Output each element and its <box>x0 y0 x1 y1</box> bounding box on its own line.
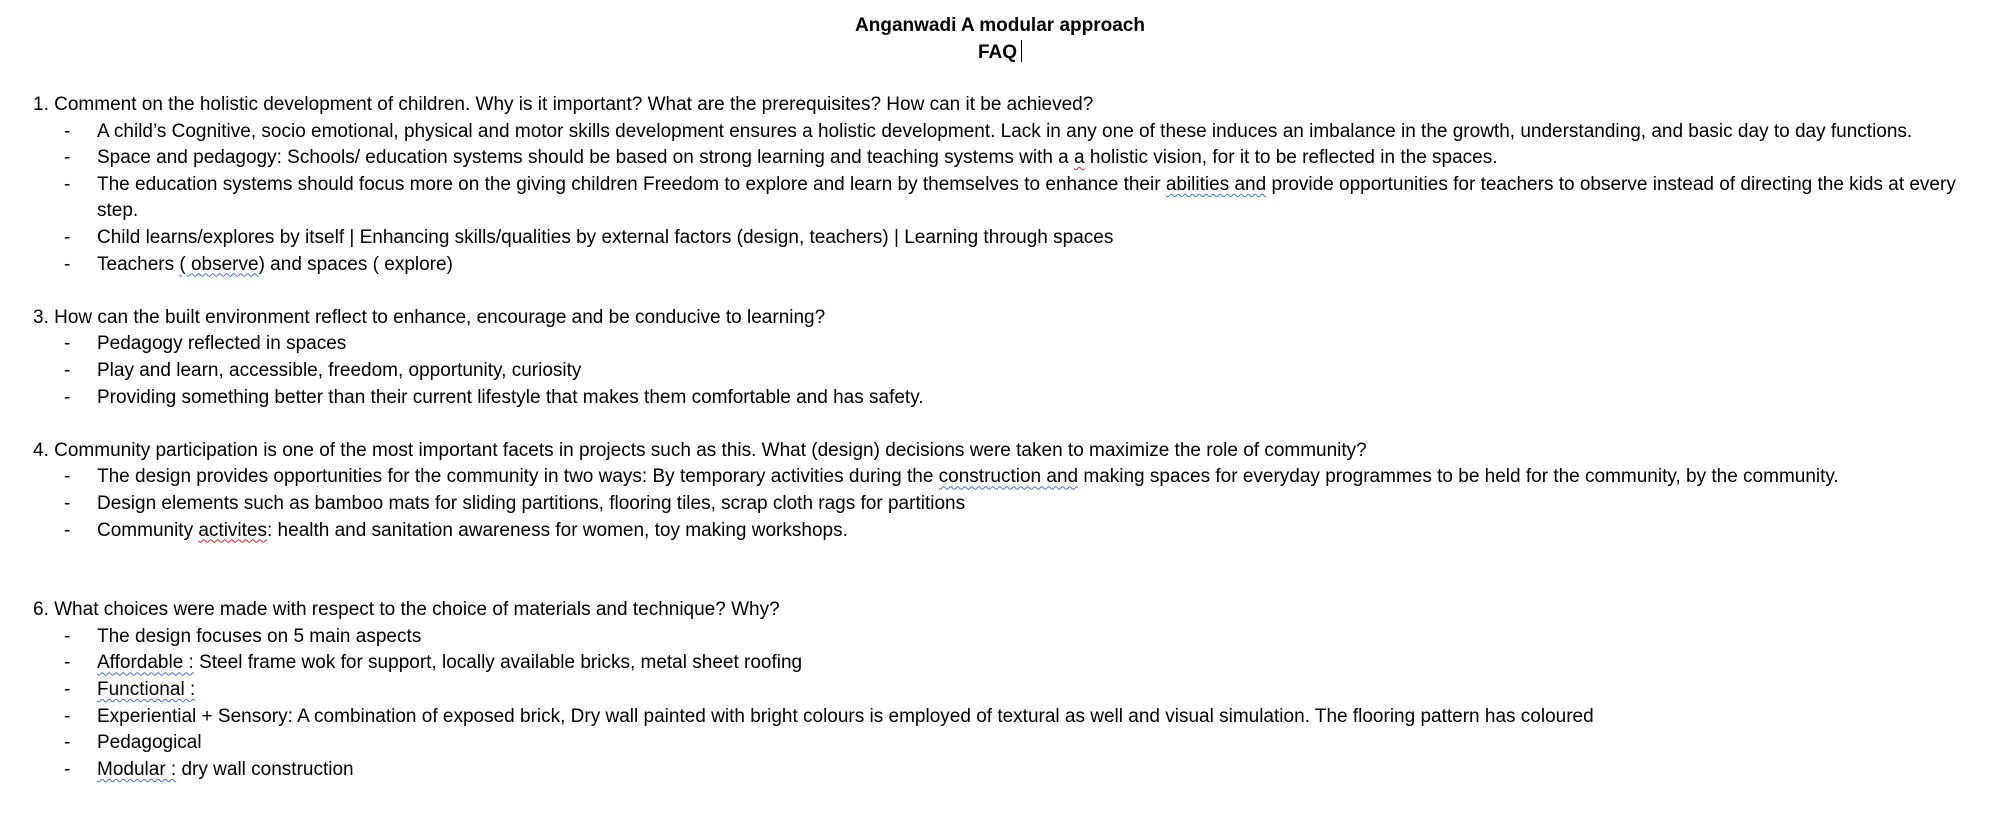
bullet-dash: - <box>64 625 71 647</box>
list-item <box>33 358 1973 385</box>
bullet-dash: - <box>64 732 71 754</box>
list-item <box>33 331 1973 358</box>
bullet-dash: - <box>64 173 71 195</box>
answer-list-3 <box>33 331 1973 411</box>
question-1: 1. Comment on the holistic development of children. Why is it important? What are the prerequisites? How can it be achieved? <box>33 94 1094 115</box>
question-4: 4. Community participation is one of the most important facets in projects such as this. What (design) decisions were taken to maximize the role of community? <box>33 439 1367 461</box>
list-item-text: Community <box>97 519 199 541</box>
list-item <box>33 704 1973 731</box>
paragraph-spacer <box>33 411 1973 438</box>
bullet-dash: - <box>64 226 71 248</box>
list-item-text: holistic vision, for it to be reflected in the spaces. <box>1084 147 1498 169</box>
list-item <box>33 225 1973 252</box>
bullet-dash: - <box>64 758 71 780</box>
grammar-flag[interactable]: Affordable : <box>97 652 194 674</box>
faq-section-3 <box>33 305 1973 411</box>
list-item-text: : health and sanitation awareness for women, toy making workshops. <box>267 519 848 541</box>
document-subtitle <box>0 40 2000 66</box>
list-item-text: Play and learn, accessible, freedom, opportunity, curiosity <box>97 359 582 381</box>
spelling-flag[interactable]: activites <box>198 519 267 541</box>
bullet-dash: - <box>64 652 71 674</box>
grammar-flag[interactable]: Functional : <box>97 679 196 701</box>
grammar-flag[interactable]: Modular : <box>97 758 177 780</box>
list-item-text: The design provides opportunities for the community in two ways: By temporary activities during the <box>97 466 939 488</box>
text-cursor <box>1021 40 1022 62</box>
answer-list-4 <box>33 464 1973 544</box>
bullet-dash: - <box>64 705 71 727</box>
list-item-text: The education systems should focus more on the giving children Freedom to explore and learn by themselves to enhance their <box>97 173 1166 195</box>
list-item-text: Child learns/explores by itself | Enhancing skills/qualities by external factors (design, teachers) | Learning through spaces <box>97 226 1114 248</box>
bullet-dash: - <box>64 466 71 488</box>
grammar-flag[interactable]: abilities and <box>1165 173 1267 195</box>
paragraph-spacer <box>33 544 1973 597</box>
bullet-dash: - <box>64 253 71 275</box>
list-item <box>33 677 1973 704</box>
paragraph-spacer <box>33 278 1973 305</box>
list-item-text: Steel frame wok for support, locally available bricks, metal sheet roofing <box>193 652 803 674</box>
list-item <box>33 464 1973 491</box>
list-item-text: Experiential + Sensory: A combination of exposed brick, Dry wall painted with bright colours is employed of textural as well and visual simulation. The flooring pattern has coloured <box>97 705 1594 727</box>
list-item <box>33 730 1973 757</box>
list-item <box>33 119 1973 146</box>
list-item-text: Design elements such as bamboo mats for sliding partitions, flooring tiles, scrap cloth rags for partitions <box>97 492 966 514</box>
list-item-text: The design focuses on 5 main aspects <box>97 625 422 647</box>
bullet-dash: - <box>64 359 71 381</box>
list-item-text: dry wall construction <box>176 758 354 780</box>
bullet-dash: - <box>64 519 71 541</box>
list-item-text: Space and pedagogy: Schools/ education systems should be based on strong learning and teaching systems with a <box>97 147 1075 169</box>
list-item <box>33 518 1973 545</box>
list-item <box>33 252 1973 279</box>
list-item-text: Teachers <box>97 253 180 275</box>
list-item <box>33 757 1973 784</box>
list-item-text: making spaces for everyday programmes to be held for the community, by the community. <box>1078 466 1839 488</box>
answer-list-1 <box>33 119 1973 279</box>
bullet-dash: - <box>64 492 71 514</box>
subtitle-text: FAQ <box>977 42 1018 63</box>
grammar-flag[interactable]: ( observe <box>179 253 259 275</box>
list-item <box>33 172 1973 225</box>
list-item <box>33 624 1973 651</box>
document-body <box>33 92 1973 783</box>
list-item-text: ) and spaces ( explore) <box>258 253 453 275</box>
list-item-text: Pedagogical <box>97 732 202 754</box>
list-item-text: provide opportunities for teachers to observe instead of directing the kids at every step. <box>97 173 1956 222</box>
faq-section-4 <box>33 438 1973 544</box>
question-6: 6. What choices were made with respect to the choice of materials and technique? Why? <box>33 599 780 621</box>
document-title: Anganwadi A modular approach <box>855 15 1145 36</box>
bullet-dash: - <box>64 679 71 701</box>
spelling-flag[interactable]: a <box>1074 147 1085 169</box>
faq-section-6 <box>33 597 1973 783</box>
list-item <box>33 491 1973 518</box>
list-item <box>33 650 1973 677</box>
bullet-dash: - <box>64 120 71 142</box>
bullet-dash: - <box>64 386 71 408</box>
question-3: 3. How can the built environment reflect to enhance, encourage and be conducive to learning? <box>33 306 826 328</box>
bullet-dash: - <box>64 333 71 355</box>
grammar-flag[interactable]: construction and <box>938 466 1079 488</box>
list-item <box>33 385 1973 412</box>
list-item <box>33 145 1973 172</box>
list-item-text: Pedagogy reflected in spaces <box>97 333 347 355</box>
answer-list-6 <box>33 624 1973 784</box>
faq-section-1 <box>33 92 1973 278</box>
list-item-text: Providing something better than their current lifestyle that makes them comfortable and has safety. <box>97 386 924 408</box>
bullet-dash: - <box>64 147 71 169</box>
list-item-text: A child’s Cognitive, socio emotional, physical and motor skills development ensures a holistic development. Lack in any one of these induces an imbalance in the growth, understanding, and basic day to day functions. <box>97 120 1913 142</box>
